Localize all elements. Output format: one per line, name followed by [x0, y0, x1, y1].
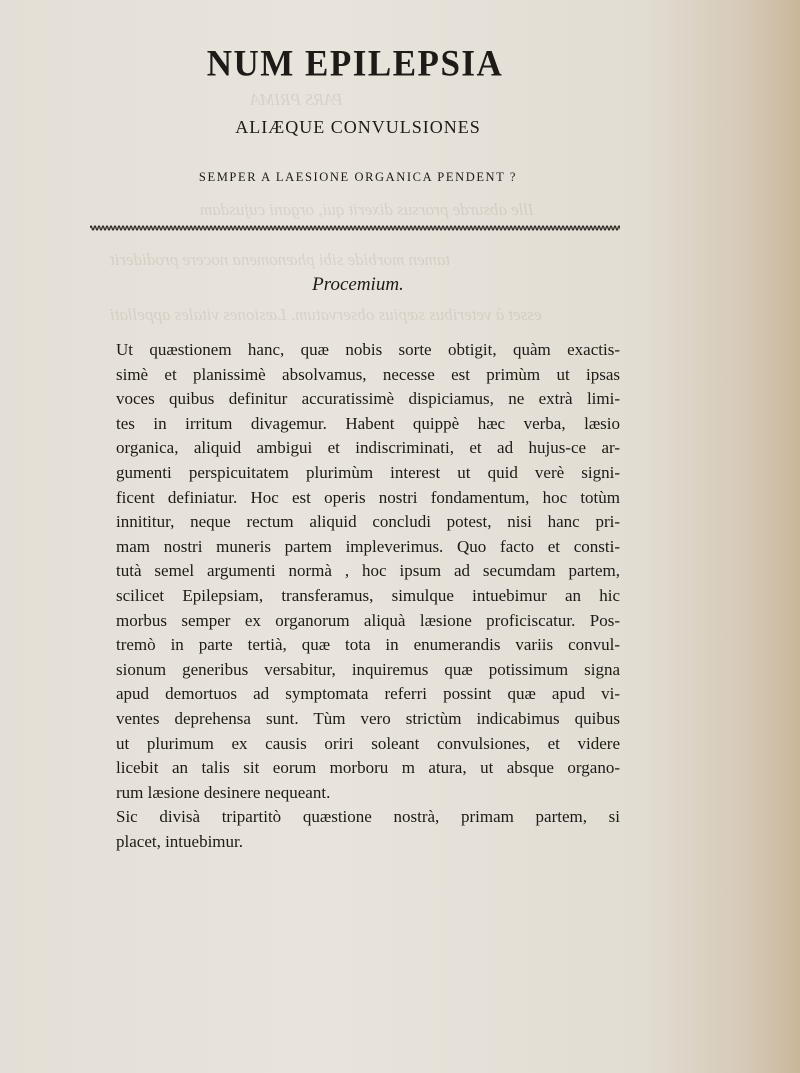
- decorative-wavy-rule: [90, 224, 620, 232]
- body-text: [116, 338, 620, 854]
- text-line: ficent definiatur. Hoc est operis nostri fondamentum, hoc totùm: [116, 487, 620, 507]
- text-line: placet, intuebimur.: [116, 831, 243, 851]
- text-line: mam nostri muneris partem impleverimus. Quo facto et consti-: [116, 536, 620, 556]
- text-line: ut plurimum ex causis oriri soleant convulsiones, et videre: [116, 733, 620, 753]
- bleed-through-text: PARS PRIMA: [250, 90, 343, 109]
- text-line: rum læsione desinere nequeant.: [116, 782, 331, 802]
- text-line: voces quibus definitur accuratissimè dispiciamus, ne extrà limi-: [116, 389, 620, 409]
- bleed-through-text: Ille absurde prorsus dixerit qui, organi cujusdam: [200, 200, 534, 219]
- page-subtitle: ALIÆQUE CONVULSIONES: [235, 117, 481, 137]
- text-line: simè et planissimè absolvamus, necesse est primùm ut ipsas: [116, 364, 620, 384]
- text-line: sionum generibus versabitur, inquiremus quæ potissimum signa: [116, 659, 620, 679]
- text-line: Ut quæstionem hanc, quæ nobis sorte obtigit, quàm exactis-: [116, 340, 620, 359]
- text-line: innititur, neque rectum aliquid concludi potest, nisi hanc pri-: [116, 512, 620, 532]
- text-line: morbus semper ex organorum aliquà læsione proficiscatur. Pos-: [116, 610, 620, 630]
- text-line: organica, aliquid ambigui et indiscriminati, et ad hujus-ce ar-: [116, 438, 620, 458]
- text-line: scilicet Epilepsiam, transferamus, simulque intuebimur an hic: [116, 585, 620, 605]
- text-line: apud demortuos ad symptomata referri possint quæ apud vi-: [116, 684, 620, 704]
- text-line: gumenti perspicuitatem plurimùm interest ut quid verè signi-: [116, 462, 620, 482]
- bleed-through-text: esset à veteribus sæpius observatum. Læsiones vitales appellati: [110, 305, 542, 324]
- text-line: tutà semel argumenti normà , hoc ipsum ad secumdam partem,: [116, 561, 620, 581]
- text-line: licebit an talis sit eorum morboru m atura, ut absque organo-: [116, 758, 620, 778]
- text-line: ventes deprehensa sunt. Tùm vero strictùm indicabimus quibus: [116, 708, 620, 728]
- text-line: Sic divisà tripartitò quæstione nostrà, primam partem, si: [116, 807, 620, 827]
- page-question: SEMPER A LAESIONE ORGANICA PENDENT ?: [198, 170, 518, 184]
- section-heading: Procemium.: [312, 274, 404, 295]
- text-line: tremò in parte tertià, quæ tota in enumerandis variis convul-: [116, 635, 620, 655]
- paragraph-2: [116, 805, 620, 854]
- paragraph-1: [116, 338, 620, 805]
- bleed-through-text: tamen morbide sibi phænomena nocere prodiderit: [110, 250, 451, 269]
- text-line: tes in irritum divagemur. Habent quippè hæc verba, læsio: [116, 413, 620, 433]
- page-title: NUM EPILEPSIA: [206, 43, 504, 84]
